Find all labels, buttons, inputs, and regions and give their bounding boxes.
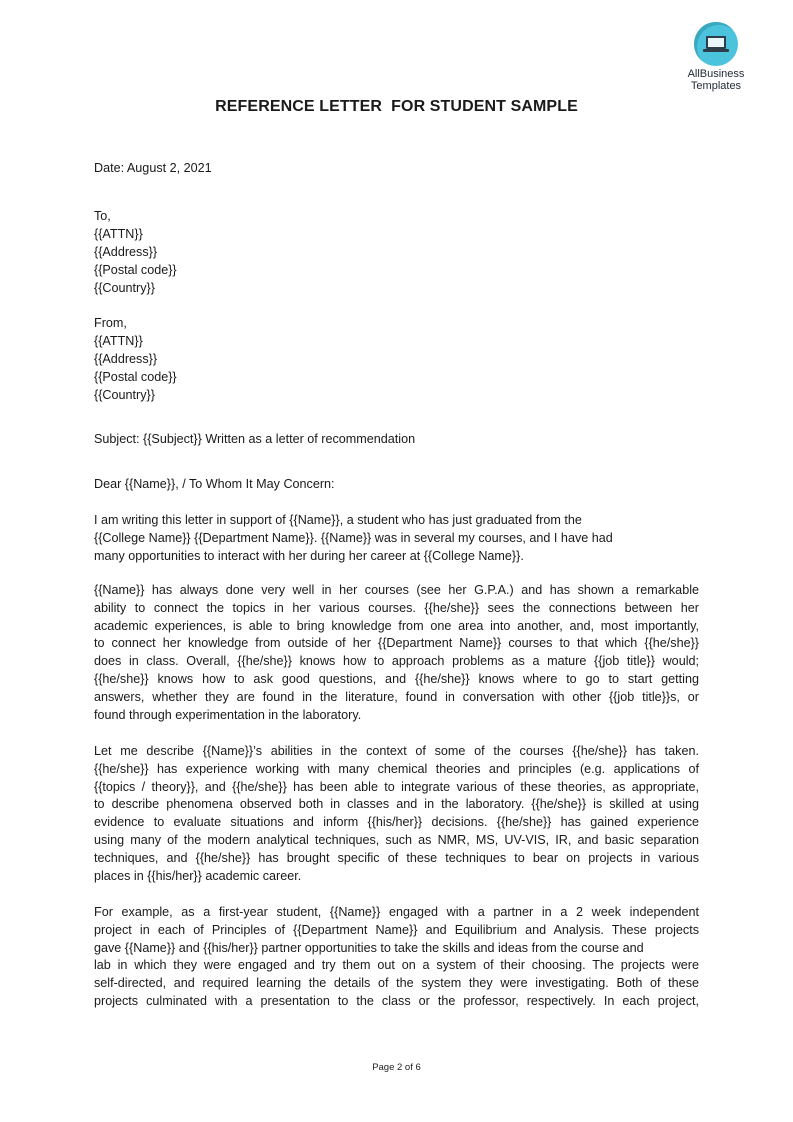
paragraph-line: self-directed, and required learning the details of the system they were investigating. Both of these — [94, 976, 699, 991]
sender-line: {{ATTN}} — [94, 334, 143, 348]
paragraph-line: places in {{his/her}} academic career. — [94, 868, 302, 883]
recipient-line: {{ATTN}} — [94, 227, 143, 241]
paragraph-3 — [94, 743, 699, 885]
sender-line: From, — [94, 316, 127, 330]
paragraph-line: Let me describe {{Name}}’s abilities in the context of some of the courses {{he/she}} has taken. — [94, 744, 699, 758]
paragraph-line: does in class. Overall, {{he/she}} knows how to approach problems as a mature {{job title}} would; — [94, 654, 699, 669]
allbusiness-logo — [676, 22, 756, 92]
recipient-line: To, — [94, 209, 111, 223]
paragraph-line: gave {{Name}} and {{his/her}} partner opportunities to take the skills and ideas from the course and — [94, 940, 644, 955]
page-number: Page 2 of 6 — [372, 1062, 421, 1073]
paragraph-4 — [94, 904, 699, 1011]
paragraph-line: I am writing this letter in support of {{Name}}, a student who has just graduated from the — [94, 513, 582, 527]
salutation: Dear {{Name}}, / To Whom It May Concern: — [94, 477, 335, 491]
paragraph-line: lab in which they were engaged and try them out on a system of their choosing. The projects were — [94, 958, 699, 973]
paragraph-line: using many of the modern analytical techniques, such as NMR, MS, UV-VIS, IR, and basic separation — [94, 832, 699, 847]
recipient-line: {{Postal code}} — [94, 263, 177, 277]
paragraph-line: many opportunities to interact with her during her career at {{College Name}}. — [94, 549, 524, 563]
paragraph-line: ability to connect the topics in her various courses. {{he/she}} sees the connections between her — [94, 600, 699, 615]
paragraph-line: {{he/she}} knows how to ask good questions, and {{he/she}} knows where to go to start getting — [94, 671, 699, 686]
paragraph-line: answers, whether they are found in the literature, found in conversation with other {{job title}}s, or — [94, 689, 699, 704]
paragraph-line: to connect her knowledge from outside of her {{Department Name}} courses to that which {{he/she}} — [94, 636, 699, 651]
paragraph-line: {{Name}} has always done very well in her courses (see her G.P.A.) and has shown a remarkable — [94, 583, 699, 597]
paragraph-1 — [94, 511, 613, 565]
sender-block — [94, 314, 177, 404]
sender-line: {{Country}} — [94, 388, 155, 402]
recipient-line: {{Country}} — [94, 281, 155, 295]
logo-badge — [694, 22, 738, 66]
recipient-line: {{Address}} — [94, 245, 158, 259]
paragraph-line: For example, as a first-year student, {{Name}} engaged with a partner in a 2 week independent — [94, 905, 699, 919]
paragraph-2 — [94, 582, 699, 724]
paragraph-line: project in each of Principles of {{Department Name}} and Equilibrium and Analysis. These projects — [94, 922, 699, 937]
paragraph-line: academic experiences, is able to bring knowledge from one area into another, and, most importantly, — [94, 618, 699, 633]
laptop-icon — [703, 33, 729, 55]
document-title: REFERENCE LETTER FOR STUDENT SAMPLE — [215, 98, 578, 115]
sender-line: {{Postal code}} — [94, 370, 177, 384]
paragraph-line: {{he/she}} has experience working with many chemical theories and principles (e.g. applications of — [94, 761, 699, 776]
paragraph-line: evidence to evaluate situations and inform {{his/her}} decisions. {{he/she}} has gained experience — [94, 815, 699, 830]
paragraph-line: to describe phenomena observed both in classes and in the laboratory. {{he/she}} is skilled at using — [94, 797, 699, 812]
sender-line: {{Address}} — [94, 352, 158, 366]
paragraph-line: {{College Name}} {{Department Name}}. {{Name}} was in several my courses, and I have had — [94, 531, 613, 545]
subject-line: Subject: {{Subject}} Written as a letter of recommendation — [94, 432, 416, 446]
recipient-block — [94, 207, 177, 297]
paragraph-line: found through experimentation in the laboratory. — [94, 707, 362, 722]
logo-text-line2: Templates — [690, 80, 742, 92]
paragraph-line: {{topics / theory}}, and {{he/she}} has been able to integrate various of these theories, as appropriate, — [94, 779, 699, 794]
paragraph-line: projects culminated with a presentation to the class or the professor, respectively. In each project, — [94, 993, 699, 1008]
logo-text-line1: AllBusiness — [687, 68, 745, 80]
paragraph-line: techniques, and {{he/she}} has brought specific of these techniques to bear on projects in various — [94, 850, 699, 865]
date-line: Date: August 2, 2021 — [94, 161, 212, 175]
